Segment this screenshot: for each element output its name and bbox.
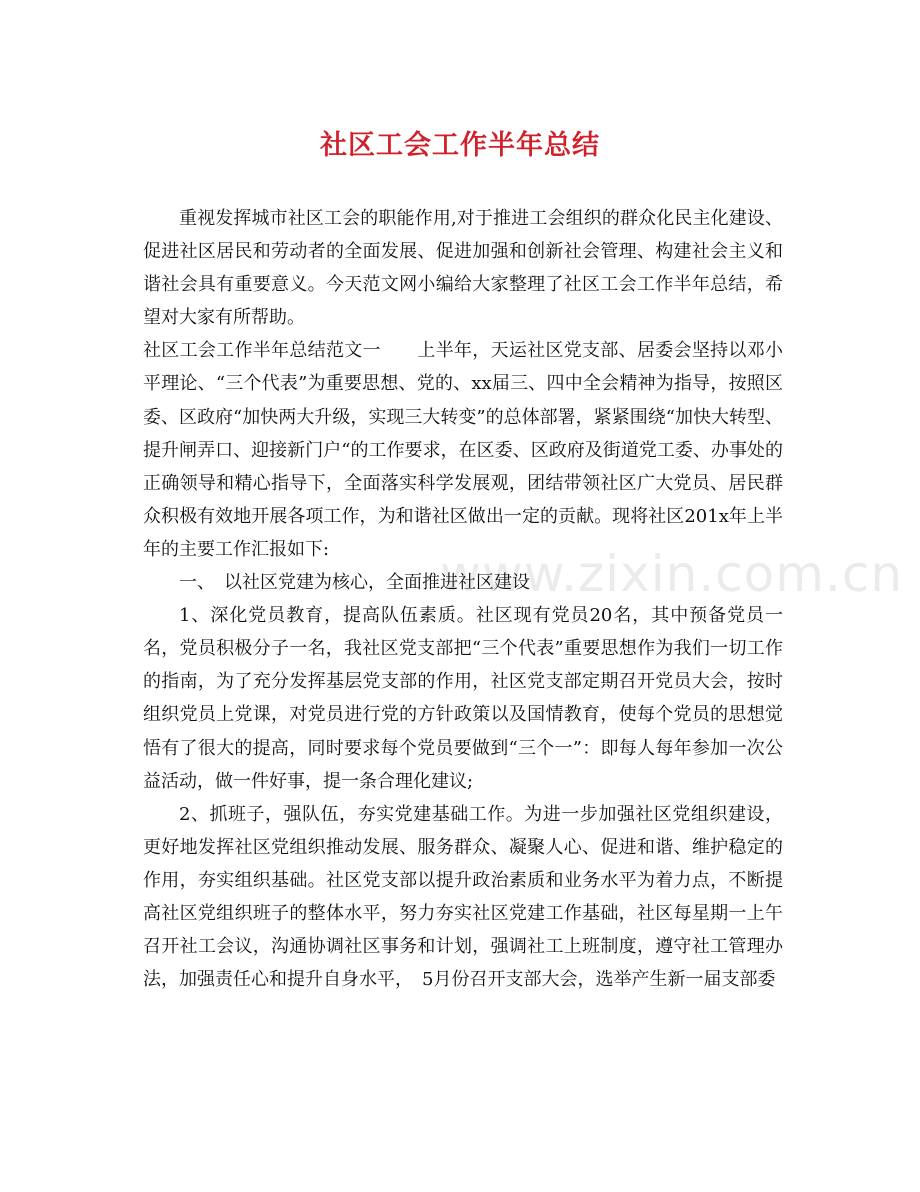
paragraph-item-two: 2、抓班子，强队伍，夯实党建基础工作。为进一步加强社区党组织建设，更好地发挥社区党组织推动发展、服务群众、凝聚人心、促进和谐、维护稳定的作用，夯实组织基础。社区党支部以提升政治素质和业务水平为着力点，不断提高社区党组织班子的整体水平，努力夯实社区党建工作基础，社区每星期一上午召开社工会议，沟通协调社区事务和计划，强调社工上班制度，遵守社工管理办法，加强责任心和提升自身水平， 5月份召开支部大会，选举产生新一届支部委 <box>143 803 783 991</box>
document-title: 社区工会工作半年总结 <box>320 130 600 161</box>
paragraph-intro: 重视发挥城市社区工会的职能作用,对于推进工会组织的群众化民主化建设、促进社区居民和劳动者的全面发展、促进加强和创新社会管理、构建社会主义和谐社会具有重要意义。今天范文网小编给大家整理了社区工会工作半年总结，希望对大家有所帮助。 <box>143 208 783 329</box>
watermark-text: www.zixin.com.cn <box>440 545 904 603</box>
paragraph-sample-one: 社区工会工作半年总结范文一 上半年，天运社区党支部、居委会坚持以邓小平理论、“三个代表”为重要思想、党的、xx届三、四中全会精神为指导，按照区委、区政府“加快两大升级，实现三大转变”的总体部署，紧紧围绕“加快大转型、提升闸弄口、迎接新门户“的工作要求，在区委、区政府及街道党工委、办事处的正确领导和精心指导下，全面落实科学发展观，团结带领社区广大党员、居民群众积极有效地开展各项工作，为和谐社区做出一定的贡献。现将社区201x年上半年的主要工作汇报如下: <box>143 340 783 560</box>
document-body <box>143 202 783 996</box>
section-heading-one: 一、 以社区党建为核心，全面推进社区建设 <box>179 572 530 594</box>
paragraph-item-one: 1、深化党员教育，提高队伍素质。社区现有党员20名，其中预备党员一名，党员积极分子一名，我社区党支部把“三个代表”重要思想作为我们一切工作的指南，为了充分发挥基层党支部的作用，社区党支部定期召开党员大会，按时组织党员上党课，对党员进行党的方针政策以及国情教育，使每个党员的思想觉悟有了很大的提高，同时要求每个党员要做到“三个一”：即每人每年参加一次公益活动，做一件好事，提一条合理化建议; <box>143 605 783 792</box>
